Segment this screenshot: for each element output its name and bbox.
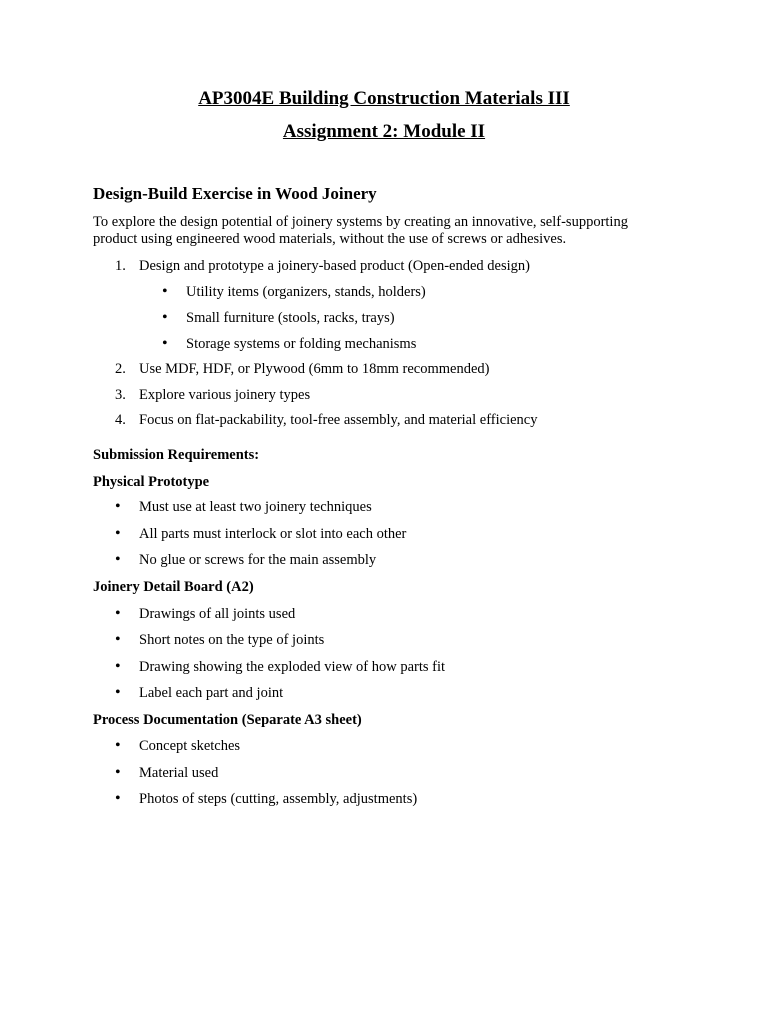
- bullet-icon: •: [115, 764, 121, 781]
- list-item-text: All parts must interlock or slot into each other: [139, 526, 407, 542]
- list-item-text: Drawing showing the exploded view of how parts fit: [139, 659, 446, 675]
- physical-prototype-heading: Physical Prototype: [93, 474, 210, 490]
- document-subtitle: Assignment 2: Module II: [282, 121, 486, 142]
- intro-line-2: product using engineered wood materials, without the use of screws or adhesives.: [93, 230, 567, 247]
- bullet-icon: •: [115, 790, 121, 807]
- list-number: 1.: [115, 258, 126, 274]
- list-item-text: Material used: [139, 765, 219, 781]
- list-number: 3.: [115, 387, 126, 403]
- sub-list-item-text: Utility items (organizers, stands, holders): [186, 284, 426, 300]
- list-item-text: Short notes on the type of joints: [139, 632, 325, 648]
- submission-heading: Submission Requirements:: [93, 447, 260, 463]
- list-number: 2.: [115, 361, 126, 377]
- document-title: AP3004E Building Construction Materials III: [198, 88, 570, 109]
- list-item-text: Photos of steps (cutting, assembly, adjustments): [139, 791, 418, 807]
- sub-list-item-text: Storage systems or folding mechanisms: [186, 336, 417, 352]
- bullet-icon: •: [115, 525, 121, 542]
- list-item-text: Drawings of all joints used: [139, 606, 296, 622]
- list-item-text: Must use at least two joinery techniques: [139, 499, 372, 515]
- bullet-icon: •: [162, 309, 168, 326]
- bullet-icon: •: [115, 605, 121, 622]
- bullet-icon: •: [115, 498, 121, 515]
- list-item-text: Label each part and joint: [139, 685, 284, 701]
- intro-paragraph: [93, 214, 693, 247]
- list-item-text: Use MDF, HDF, or Plywood (6mm to 18mm recommended): [139, 361, 490, 377]
- sub-list-item-text: Small furniture (stools, racks, trays): [186, 310, 395, 326]
- list-item-text: Explore various joinery types: [139, 387, 311, 403]
- bullet-icon: •: [115, 658, 121, 675]
- list-item-text: Design and prototype a joinery-based product (Open-ended design): [139, 258, 530, 274]
- bullet-icon: •: [115, 551, 121, 568]
- bullet-icon: •: [162, 335, 168, 352]
- bullet-icon: •: [115, 684, 121, 701]
- bullet-icon: •: [115, 631, 121, 648]
- list-number: 4.: [115, 412, 126, 428]
- section-heading: Design-Build Exercise in Wood Joinery: [93, 184, 377, 203]
- list-item-text: No glue or screws for the main assembly: [139, 552, 377, 568]
- joinery-board-heading: Joinery Detail Board (A2): [93, 579, 254, 595]
- process-documentation-heading: Process Documentation (Separate A3 sheet): [93, 712, 362, 728]
- list-item-text: Focus on flat-packability, tool-free assembly, and material efficiency: [139, 412, 538, 428]
- bullet-icon: •: [162, 283, 168, 300]
- bullet-icon: •: [115, 737, 121, 754]
- list-item-text: Concept sketches: [139, 738, 241, 754]
- intro-line-1: To explore the design potential of joinery systems by creating an innovative, self-supporting: [93, 214, 628, 230]
